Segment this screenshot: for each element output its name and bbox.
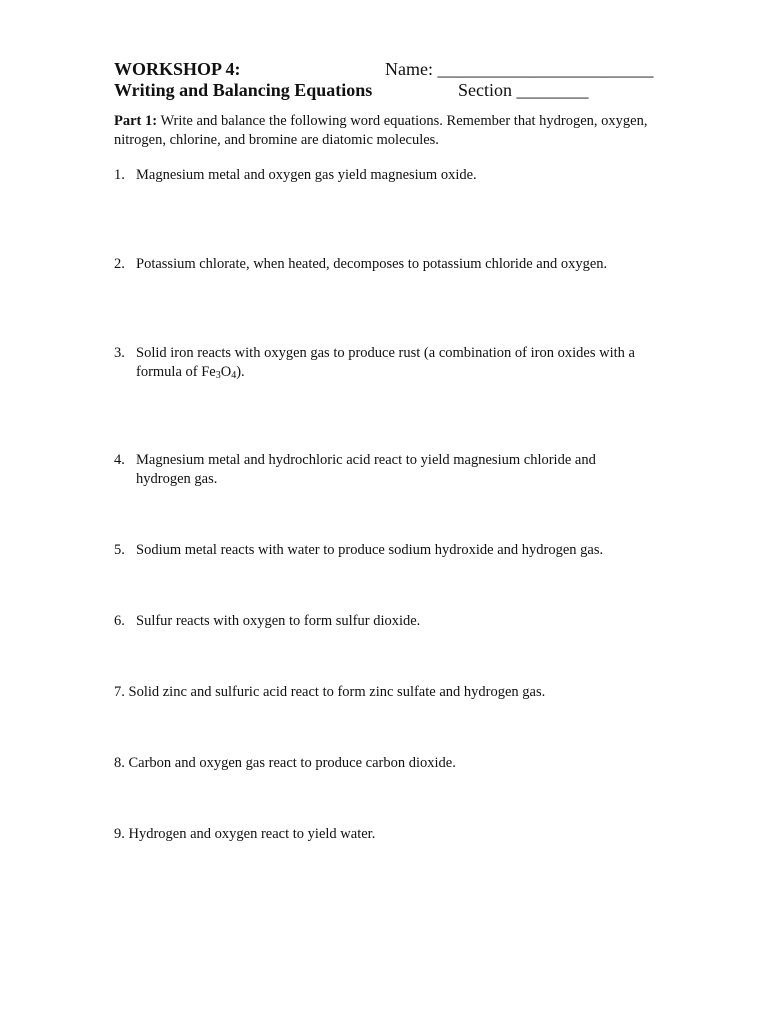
question-text: Sulfur reacts with oxygen to form sulfur dioxide.	[136, 613, 421, 629]
subscript: 3	[215, 370, 221, 381]
question-text: Magnesium metal and oxygen gas yield magnesium oxide.	[136, 167, 477, 183]
question-text-continued	[114, 363, 674, 382]
question-number: 1.	[114, 167, 125, 183]
question-3	[114, 344, 674, 382]
worksheet-subtitle: Writing and Balancing Equations	[114, 80, 373, 100]
subscript: 4	[231, 370, 237, 381]
name-field: Name: ________________________	[385, 59, 654, 79]
question-7: 7. Solid zinc and sulfuric acid react to form zinc sulfate and hydrogen gas.	[114, 684, 546, 700]
question-number: 4.	[114, 452, 125, 468]
question-8: 8. Carbon and oxygen gas react to produce carbon dioxide.	[114, 755, 456, 771]
part-label: Part 1:	[114, 113, 158, 129]
question-number: 5.	[114, 542, 125, 558]
question-text: Solid iron reacts with oxygen gas to produce rust (a combination of iron oxides with a	[136, 345, 635, 361]
question-text-continued: hydrogen gas.	[136, 471, 218, 487]
question-9: 9. Hydrogen and oxygen react to yield water.	[114, 826, 376, 842]
question-4	[114, 451, 674, 489]
question-number: 3.	[114, 345, 125, 361]
question-number: 6.	[114, 613, 125, 629]
question-text: Magnesium metal and hydrochloric acid react to yield magnesium chloride and	[136, 452, 596, 468]
formula-prefix: formula of Fe	[136, 364, 216, 380]
instructions-text: Write and balance the following word equations. Remember that hydrogen, oxygen, nitrogen, chlorine, and bromine are diatomic molecules.	[114, 113, 648, 148]
question-6	[114, 612, 674, 631]
question-1	[114, 166, 674, 185]
question-text: Potassium chlorate, when heated, decomposes to potassium chloride and oxygen.	[136, 256, 608, 272]
section-field: Section ________	[458, 80, 589, 100]
instructions	[114, 112, 674, 150]
formula-element: O	[220, 364, 232, 380]
workshop-title: WORKSHOP 4:	[114, 59, 241, 79]
formula-suffix: ).	[236, 364, 245, 380]
question-5	[114, 541, 674, 560]
question-2	[114, 255, 674, 274]
question-text: Sodium metal reacts with water to produce sodium hydroxide and hydrogen gas.	[136, 542, 604, 558]
question-number: 2.	[114, 256, 125, 272]
